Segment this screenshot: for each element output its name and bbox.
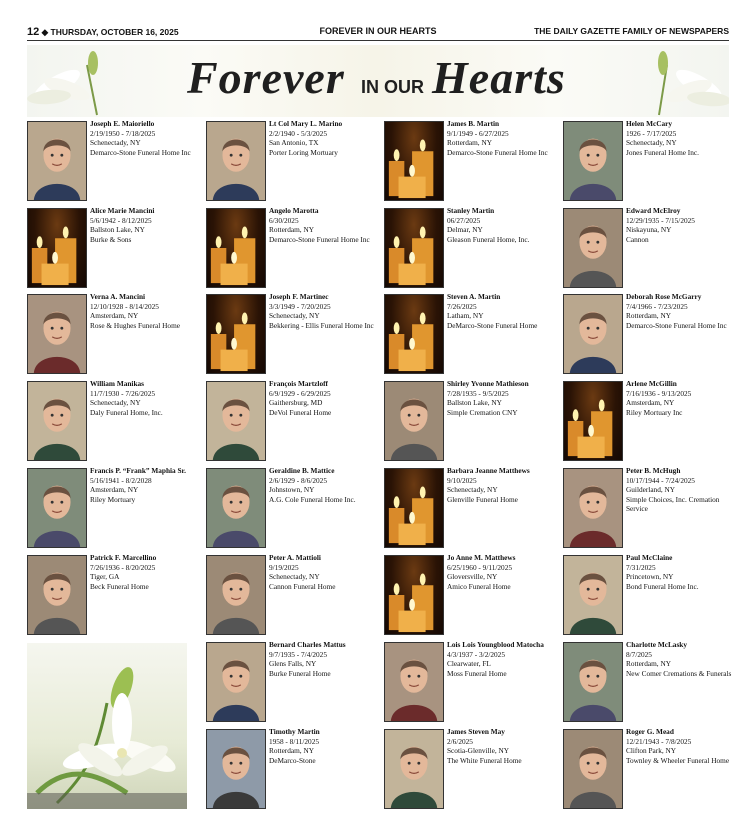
obituary-entry[interactable]: [206, 729, 382, 815]
candle-image[interactable]: [384, 294, 444, 374]
obituary-dates: 8/7/2025: [626, 649, 652, 659]
portrait-photo[interactable]: [563, 729, 623, 809]
obituary-name[interactable]: Joseph F. Martinec: [269, 292, 329, 301]
obituary-text: [447, 119, 562, 157]
obituary-name[interactable]: Helen McCary: [626, 119, 672, 128]
obituary-name[interactable]: Geraldine B. Mattice: [269, 466, 335, 475]
portrait-photo[interactable]: [206, 729, 266, 809]
obituary-text: [447, 206, 562, 244]
portrait-photo[interactable]: [384, 729, 444, 809]
page-header: [27, 22, 729, 40]
obituary-text: [269, 119, 384, 157]
obituary-text: [269, 292, 384, 330]
obituary-funeral-home: Cannon: [626, 234, 649, 244]
obituary-name[interactable]: Joseph E. Maioriello: [90, 119, 155, 128]
obituary-text: [269, 206, 384, 244]
obituary-name[interactable]: Patrick F. Marcellino: [90, 553, 157, 562]
obituary-entry[interactable]: [384, 555, 560, 641]
obituary-funeral-home: The White Funeral Home: [447, 755, 522, 765]
portrait-photo[interactable]: [27, 294, 87, 374]
candle-image[interactable]: [206, 208, 266, 288]
obituary-text: [447, 553, 562, 591]
obituary-dates: 12/29/1935 - 7/15/2025: [626, 215, 695, 225]
obituary-dates: 06/27/2025: [447, 215, 481, 225]
obituary-entry[interactable]: [27, 294, 203, 380]
candle-image[interactable]: [384, 121, 444, 201]
obituary-text: [90, 292, 205, 330]
page-number: 12: [27, 26, 40, 38]
obituary-dates: 7/26/1936 - 8/20/2025: [90, 562, 156, 572]
obituary-funeral-home: Porter Loring Mortuary: [269, 147, 338, 157]
obituary-entry[interactable]: [206, 208, 382, 294]
obituary-entry[interactable]: [27, 468, 203, 554]
obituary-funeral-home: Glenville Funeral Home: [447, 494, 518, 504]
obituary-dates: 5/16/1941 - 8/2/2028: [90, 475, 152, 485]
obituary-entry[interactable]: [563, 468, 739, 554]
obituary-name[interactable]: François Martzloff: [269, 379, 328, 388]
obituary-funeral-home: Rose & Hughes Funeral Home: [90, 320, 180, 330]
obituary-funeral-home: A.G. Cole Funeral Home Inc.: [269, 494, 356, 504]
obituary-place: Johnstown, NY: [269, 485, 315, 495]
obituary-funeral-home: Daly Funeral Home, Inc.: [90, 407, 163, 417]
portrait-photo[interactable]: [206, 121, 266, 201]
obituary-funeral-home: Simple Cremation CNY: [447, 407, 518, 417]
obituary-dates: 4/3/1937 - 3/2/2025: [447, 649, 505, 659]
obituary-entry[interactable]: [384, 381, 560, 467]
obituary-dates: 1926 - 7/17/2025: [626, 128, 677, 138]
obituary-funeral-home: Moss Funeral Home: [447, 668, 507, 678]
obituary-place: Tiger, GA: [90, 572, 120, 582]
obituary-entry[interactable]: [206, 468, 382, 554]
portrait-photo[interactable]: [563, 294, 623, 374]
portrait-photo[interactable]: [206, 381, 266, 461]
obituary-text: [447, 727, 562, 765]
section-title: FOREVER IN OUR HEARTS: [319, 26, 437, 36]
obituary-name[interactable]: Angelo Marotta: [269, 206, 319, 215]
obituary-dates: 6/30/2025: [269, 215, 299, 225]
obituary-funeral-home: Demarco-Stone Funeral Home Inc: [447, 147, 548, 157]
obituary-funeral-home: DeMarco-Stone Funeral Home: [447, 320, 538, 330]
diamond-icon: ◆: [41, 27, 49, 37]
obituary-dates: 3/3/1949 - 7/20/2025: [269, 301, 331, 311]
obituary-funeral-home: Cannon Funeral Home: [269, 581, 336, 591]
obituary-name[interactable]: Alice Marie Mancini: [90, 206, 155, 215]
obituary-name[interactable]: Timothy Martin: [269, 727, 320, 736]
obituary-dates: 7/16/1936 - 9/13/2025: [626, 388, 692, 398]
obituary-place: Schenectady, NY: [626, 138, 677, 148]
obituary-funeral-home: Burke & Sons: [90, 234, 132, 244]
obituary-funeral-home: Bond Funeral Home Inc.: [626, 581, 699, 591]
portrait-photo[interactable]: [27, 381, 87, 461]
obituary-name[interactable]: Jo Anne M. Matthews: [447, 553, 516, 562]
obituary-dates: 12/10/1928 - 8/14/2025: [90, 301, 159, 311]
obituary-dates: 7/31/2025: [626, 562, 656, 572]
portrait-photo[interactable]: [563, 555, 623, 635]
lily-flower-icon: [639, 45, 729, 117]
obituary-dates: 12/21/1943 - 7/8/2025: [626, 736, 692, 746]
obituary-place: Schenectady, NY: [90, 138, 141, 148]
obituary-name[interactable]: Francis P. “Frank” Maphia Sr.: [90, 466, 186, 475]
obituary-entry[interactable]: [563, 729, 739, 815]
obituary-place: Gloversville, NY: [447, 572, 498, 582]
obituary-text: [90, 379, 205, 417]
portrait-photo[interactable]: [563, 642, 623, 722]
obituary-dates: 2/19/1950 - 7/18/2025: [90, 128, 156, 138]
obituary-place: Glens Falls, NY: [269, 659, 317, 669]
obituary-entry[interactable]: [563, 121, 739, 207]
obituary-text: [447, 640, 562, 678]
obituary-place: Ballston Lake, NY: [90, 225, 145, 235]
obituary-entry[interactable]: [27, 555, 203, 641]
obituary-name[interactable]: Roger G. Mead: [626, 727, 674, 736]
obituary-funeral-home: Demarco-Stone Funeral Home Inc: [90, 147, 191, 157]
candle-image[interactable]: [384, 468, 444, 548]
obituary-name[interactable]: Shirley Yvonne Mathieson: [447, 379, 529, 388]
obituary-entry[interactable]: [384, 729, 560, 815]
obituary-entry[interactable]: [563, 642, 739, 728]
banner: [27, 45, 729, 117]
obituary-name[interactable]: Steven A. Martin: [447, 292, 501, 301]
obituary-text: [626, 379, 741, 417]
obituary-text: [269, 466, 384, 504]
obituary-text: [269, 553, 384, 591]
obituary-name[interactable]: Paul McClaine: [626, 553, 673, 562]
obituary-place: Clearwater, FL: [447, 659, 491, 669]
obituary-funeral-home: Burke Funeral Home: [269, 668, 331, 678]
obituary-dates: 1958 - 8/11/2025: [269, 736, 319, 746]
portrait-photo[interactable]: [27, 121, 87, 201]
obituary-funeral-home: Townley & Wheeler Funeral Home: [626, 755, 730, 765]
obituary-text: [90, 119, 205, 157]
obituary-text: [447, 466, 562, 504]
obituary-place: Schenectady, NY: [447, 485, 498, 495]
obituary-place: Rotterdam, NY: [626, 311, 671, 321]
obituary-text: [90, 206, 205, 244]
candle-image[interactable]: [384, 208, 444, 288]
portrait-photo[interactable]: [384, 642, 444, 722]
obituary-entry[interactable]: [384, 642, 560, 728]
obituary-entry[interactable]: [206, 121, 382, 207]
obituary-entry[interactable]: [206, 555, 382, 641]
obituary-dates: 9/19/2025: [269, 562, 299, 572]
obituary-dates: 6/25/1960 - 9/11/2025: [447, 562, 512, 572]
obituary-entry[interactable]: [206, 642, 382, 728]
candle-image[interactable]: [563, 381, 623, 461]
obituary-place: Guilderland, NY: [626, 485, 676, 495]
obituary-text: [626, 206, 741, 244]
obituary-text: [447, 292, 562, 330]
portrait-photo[interactable]: [563, 121, 623, 201]
obituary-text: [626, 640, 741, 678]
portrait-photo[interactable]: [27, 555, 87, 635]
issue-date: THURSDAY, OCTOBER 16, 2025: [50, 27, 179, 37]
obituary-name[interactable]: Stanley Martin: [447, 206, 495, 215]
obituary-entry[interactable]: [384, 121, 560, 207]
obituary-name[interactable]: Barbara Jeanne Matthews: [447, 466, 530, 475]
obituary-text: [626, 553, 741, 591]
obituary-dates: 7/26/2025: [447, 301, 477, 311]
lily-image: [27, 643, 187, 809]
obituary-text: [626, 119, 741, 157]
obituary-dates: 11/7/1930 - 7/26/2025: [90, 388, 155, 398]
obituary-name[interactable]: William Manikas: [90, 379, 144, 388]
portrait-photo[interactable]: [206, 468, 266, 548]
header-rule: [27, 40, 729, 41]
obituary-dates: 9/1/1949 - 6/27/2025: [447, 128, 509, 138]
obituary-text: [626, 727, 741, 765]
obituary-place: Delmar, NY: [447, 225, 483, 235]
obituary-dates: 10/17/1944 - 7/24/2025: [626, 475, 695, 485]
portrait-photo[interactable]: [384, 381, 444, 461]
obituary-place: Gaithersburg, MD: [269, 398, 323, 408]
obituary-dates: 9/10/2025: [447, 475, 477, 485]
obituary-funeral-home: Simple Choices, Inc. Cremation Service: [626, 494, 720, 514]
obituary-name[interactable]: Lois Lois Youngblood Matocha: [447, 640, 544, 649]
obituary-funeral-home: Amico Funeral Home: [447, 581, 511, 591]
obituary-name[interactable]: Lt Col Mary L. Marino: [269, 119, 343, 128]
obituary-name[interactable]: Arlene McGillin: [626, 379, 677, 388]
obituary-entry[interactable]: [563, 381, 739, 467]
obituary-entry[interactable]: [206, 381, 382, 467]
obituary-name[interactable]: Peter A. Mattioli: [269, 553, 321, 562]
obituary-name[interactable]: James B. Martin: [447, 119, 500, 128]
obituary-place: Rotterdam, NY: [269, 225, 314, 235]
obituary-place: Rotterdam, NY: [269, 746, 314, 756]
obituary-place: San Antonio, TX: [269, 138, 319, 148]
obituary-text: [90, 466, 205, 504]
obituary-dates: 6/9/1929 - 6/29/2025: [269, 388, 331, 398]
obituary-dates: 2/6/1929 - 8/6/2025: [269, 475, 327, 485]
publisher-name: THE DAILY GAZETTE FAMILY OF NEWSPAPERS: [534, 26, 729, 36]
obituary-name[interactable]: Charlotte McLasky: [626, 640, 688, 649]
obituary-name[interactable]: James Steven May: [447, 727, 505, 736]
obituary-text: [90, 553, 205, 591]
obituary-funeral-home: Beck Funeral Home: [90, 581, 149, 591]
obituary-entry[interactable]: [27, 381, 203, 467]
obituary-name[interactable]: Bernard Charles Mattus: [269, 640, 346, 649]
obituary-dates: 9/7/1935 - 7/4/2025: [269, 649, 327, 659]
obituary-place: Amsterdam, NY: [90, 311, 139, 321]
obituary-funeral-home: Demarco-Stone Funeral Home Inc: [269, 234, 370, 244]
obituary-funeral-home: Riley Mortuary Inc: [626, 407, 683, 417]
obituary-place: Schenectady, NY: [269, 311, 320, 321]
obituary-place: Amsterdam, NY: [90, 485, 139, 495]
candle-image[interactable]: [206, 294, 266, 374]
obituary-place: Schenectady, NY: [90, 398, 141, 408]
portrait-photo[interactable]: [563, 208, 623, 288]
obituary-entry[interactable]: [384, 294, 560, 380]
obituary-text: [626, 466, 741, 514]
obituary-entry[interactable]: [206, 294, 382, 380]
obituary-funeral-home: Riley Mortuary: [90, 494, 136, 504]
candle-image[interactable]: [27, 208, 87, 288]
obituary-text: [626, 292, 741, 330]
obituary-place: Niskayuna, NY: [626, 225, 672, 235]
obituary-entry[interactable]: [384, 208, 560, 294]
obituary-place: Rotterdam, NY: [447, 138, 492, 148]
obituary-entry[interactable]: [27, 208, 203, 294]
obituary-entry[interactable]: [27, 121, 203, 207]
obituary-place: Schenectady, NY: [269, 572, 320, 582]
obituary-place: Rotterdam, NY: [626, 659, 671, 669]
lily-flower-icon: [27, 45, 117, 117]
obituary-name[interactable]: Verna A. Mancini: [90, 292, 146, 301]
obituary-text: [269, 727, 384, 765]
obituary-text: [447, 379, 562, 417]
obituary-place: Scotia-Glenville, NY: [447, 746, 510, 756]
obituary-entry[interactable]: [563, 208, 739, 294]
obituary-funeral-home: Bekkering - Ellis Funeral Home Inc: [269, 320, 374, 330]
obituary-funeral-home: Jones Funeral Home Inc.: [626, 147, 699, 157]
banner-word-hearts: Hearts: [432, 52, 566, 103]
obituary-funeral-home: DeMarco-Stone: [269, 755, 316, 765]
obituary-funeral-home: DeVol Funeral Home: [269, 407, 332, 417]
obituary-dates: 7/28/1935 - 9/5/2025: [447, 388, 509, 398]
portrait-photo[interactable]: [206, 555, 266, 635]
obituary-place: Latham, NY: [447, 311, 484, 321]
obituary-name[interactable]: Peter B. McHugh: [626, 466, 681, 475]
obituary-dates: 2/6/2025: [447, 736, 473, 746]
obituary-entry[interactable]: [563, 555, 739, 641]
obituary-entry[interactable]: [384, 468, 560, 554]
candle-image[interactable]: [384, 555, 444, 635]
obituary-dates: 2/2/1940 - 5/3/2025: [269, 128, 327, 138]
portrait-photo[interactable]: [27, 468, 87, 548]
obituary-funeral-home: Demarco-Stone Funeral Home Inc: [626, 320, 727, 330]
portrait-photo[interactable]: [563, 468, 623, 548]
banner-word-forever: Forever: [187, 52, 345, 103]
obituary-funeral-home: New Comer Cremations & Funerals: [626, 668, 732, 678]
obituary-place: Clifton Park, NY: [626, 746, 677, 756]
obituary-place: Amsterdam, NY: [626, 398, 675, 408]
portrait-photo[interactable]: [206, 642, 266, 722]
obituary-place: Princetown, NY: [626, 572, 674, 582]
obituary-text: [269, 379, 384, 417]
obituary-funeral-home: Gleason Funeral Home, Inc.: [447, 234, 530, 244]
obituary-place: Ballston Lake, NY: [447, 398, 502, 408]
obituary-dates: 5/6/1942 - 8/12/2025: [90, 215, 152, 225]
obituary-text: [269, 640, 384, 678]
obituary-dates: 7/4/1966 - 7/23/2025: [626, 301, 688, 311]
obituary-name[interactable]: Edward McElroy: [626, 206, 681, 215]
obituary-name[interactable]: Deborah Rose McGarry: [626, 292, 702, 301]
banner-word-in-our: IN OUR: [361, 77, 424, 97]
obituary-entry[interactable]: [563, 294, 739, 380]
lily-flower-icon: [27, 643, 187, 809]
